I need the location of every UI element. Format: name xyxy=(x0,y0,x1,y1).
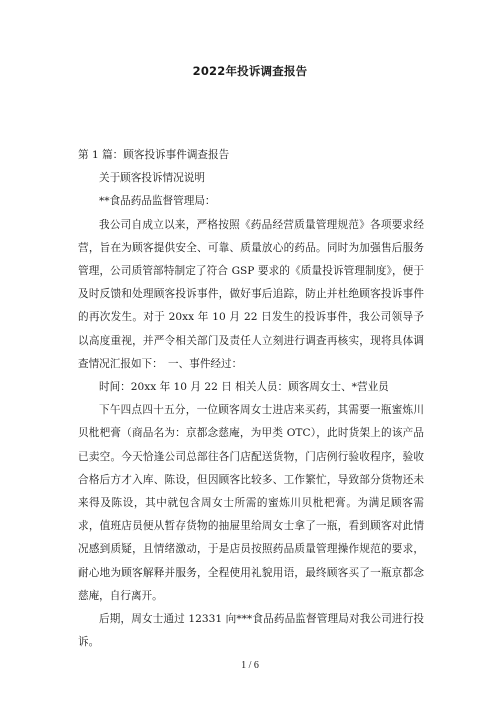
salutation: **食品药品监督管理局： xyxy=(99,195,216,208)
body-paragraph: 我公司自成立以来，严格按照《药品经营质量管理规范》各项要求经营，旨在为顾客提供安全、可靠、质量放心的药品。同时为加强售后服务管理，公司质管部特制定了符合 GSP 要求的《质量投诉管理制度》，便于及时反馈和处理顾客投诉事件，做好事后追踪，防止并杜绝顾客投诉事件的再次发生。对于 20xx 年 10 月 22 日发生的投诉事件，我公司领导予以高度重视，并严令相关部门及责任人立刻进行调查再核实，现将具体调查情况汇报如下： 一、事件经过： xyxy=(78,218,424,370)
body-paragraph: 下午四点四十五分，一位顾客周女士进店来买药，其需要一瓶蜜炼川贝枇杷膏（商品名为：京都念慈庵，为甲类 OTC），此时货架上的该产品已卖空。今天恰逢公司总部往各门店配送货物，门店例行验收程序，验收合格后方才入库、陈设，但因顾客比较多、工作繁忙，导致部分货物还未来得及陈设，其中就包含周女士所需的蜜炼川贝枇杷膏。为满足顾客需求，值班店员便从暂存货物的抽屉里给周女士拿了一瓶，看到顾客对此情况感到质疑，且情绪激动，于是店员按照药品质量管理操作规范的要求，耐心地为顾客解释并服务，全程使用礼貌用语，最终顾客买了一瓶京都念慈庵，自行离开。 xyxy=(78,404,424,602)
section-heading: 第 1 篇：顾客投诉事件调查报告 xyxy=(78,149,230,161)
body-paragraph: 时间：20xx 年 10 月 22 日 相关人员：顾客周女士、*营业员 xyxy=(99,381,389,394)
document-title: 2022年投诉调查报告 xyxy=(192,64,308,78)
body-paragraph: 后期，周女士通过 12331 向***食品药品监督管理局对我公司进行投诉。 xyxy=(78,613,424,649)
subheading: 关于顾客投诉情况说明 xyxy=(99,172,205,185)
page-number: 1 / 6 xyxy=(241,660,259,671)
document-body xyxy=(78,144,424,654)
